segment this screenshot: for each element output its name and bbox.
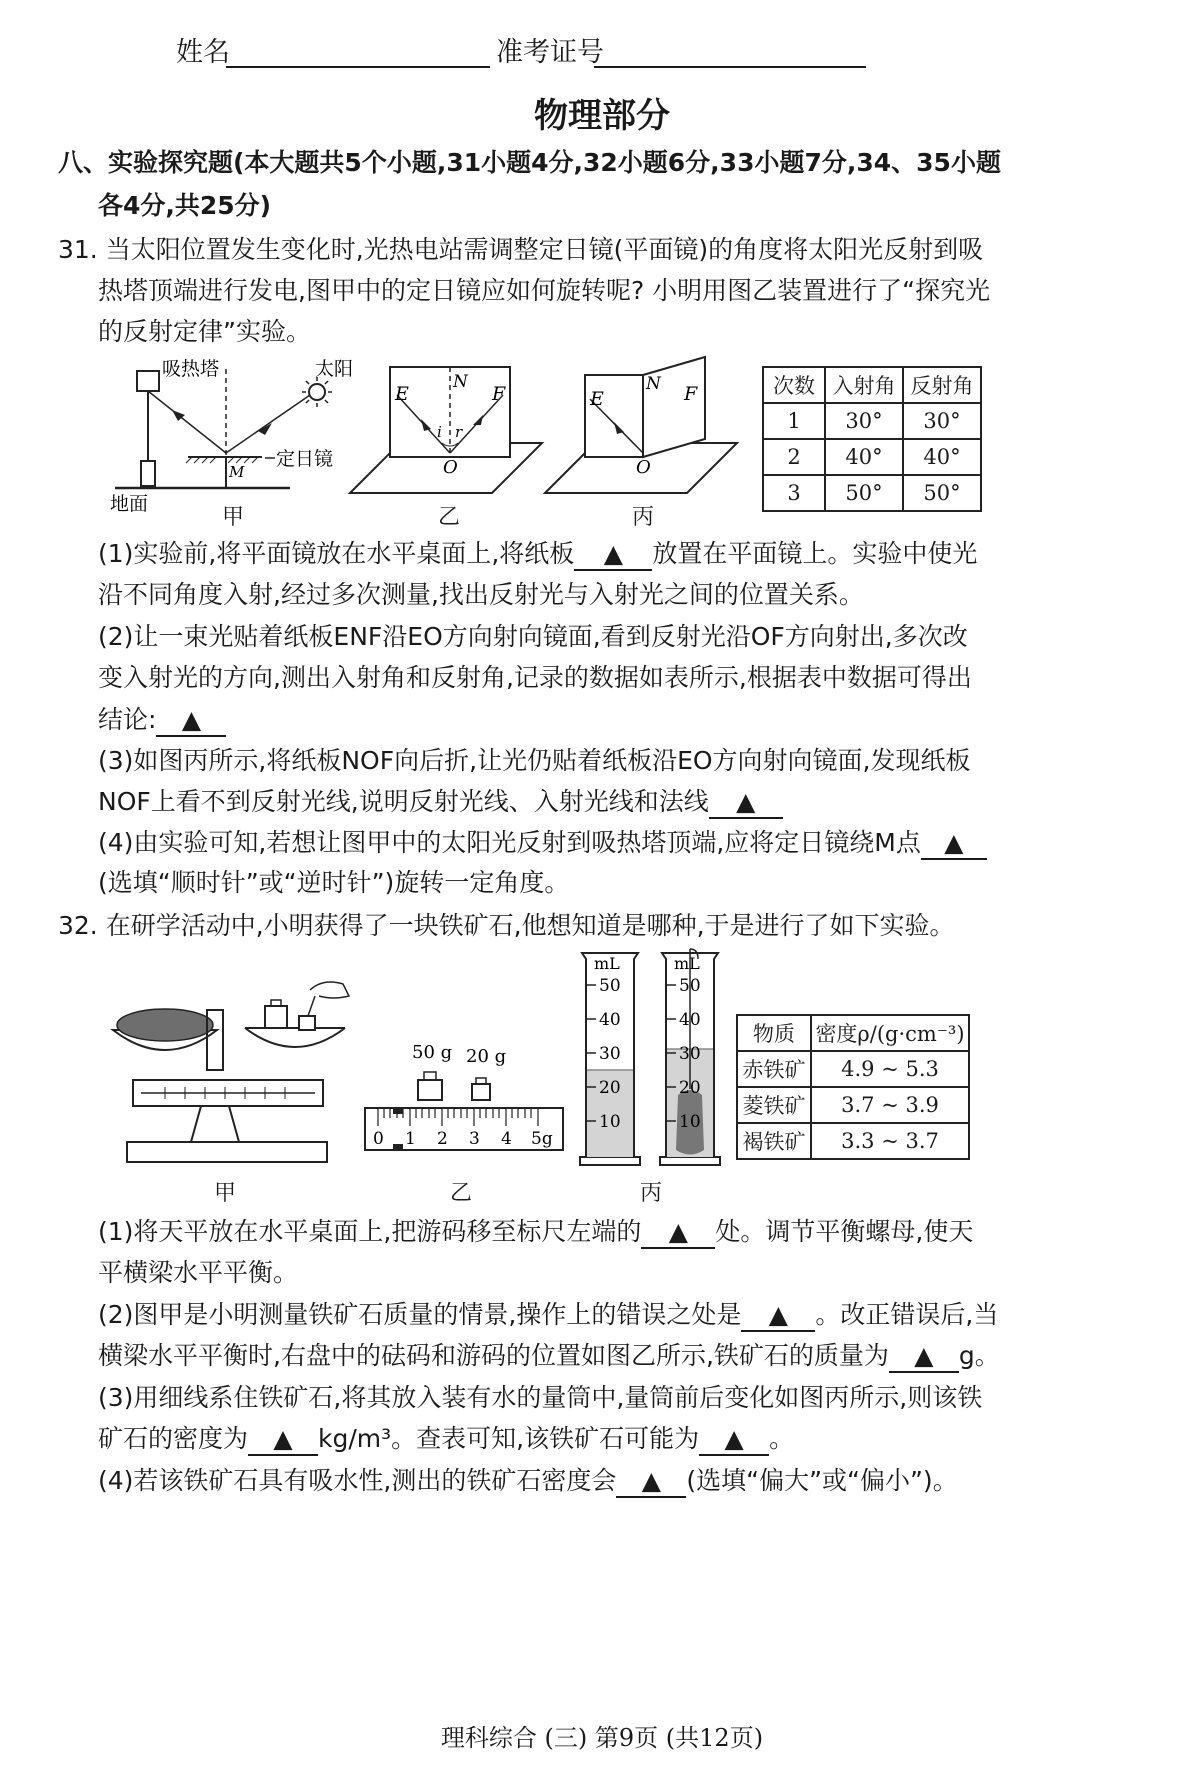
q32-part4	[98, 1458, 958, 1504]
q32-part3-end: 。	[769, 1424, 795, 1453]
figure-weights-ruler	[360, 1040, 570, 1160]
id-label: 准考证号	[496, 37, 604, 68]
table-header-row	[737, 1015, 969, 1051]
table-header: 物质	[737, 1015, 811, 1051]
q31-part2-text: 结论:	[98, 705, 157, 734]
figure-reflection-folded	[540, 355, 740, 505]
id-field[interactable]	[594, 66, 866, 68]
q31-part1-cont: 沿不同角度入射,经过多次测量,找出反射光与入射光之间的位置关系。	[98, 580, 864, 609]
table-row	[737, 1087, 969, 1123]
table-cell: 褐铁矿	[737, 1123, 811, 1159]
q32-part2-text3: 横梁水平平衡时,右盘中的砝码和游码的位置如图乙所示,铁矿石的质量为	[98, 1341, 889, 1370]
label-r: r	[455, 423, 463, 441]
q31-stem-1: 31. 当太阳位置发生变化时,光热电站需调整定日镜(平面镜)的角度将太阳光反射到吸	[58, 235, 984, 264]
cyl2-tick: 50	[679, 976, 701, 996]
table-cell: 2	[763, 439, 825, 475]
section-heading-cont: 各4分,共25分)	[98, 191, 272, 220]
ruler-tick-2: 2	[437, 1129, 448, 1149]
q32-part2-text2: 。改正错误后,当	[815, 1300, 999, 1329]
answer-blank[interactable]: ▲	[889, 1341, 959, 1373]
table-cell: 4.9 ~ 5.3	[811, 1051, 969, 1087]
label-N: N	[453, 372, 468, 392]
q32-part3-1: (3)用细线系住铁矿石,将其放入装有水的量筒中,量筒前后变化如图丙所示,则该铁	[98, 1383, 983, 1412]
cyl1-tick: 30	[599, 1044, 621, 1064]
caption-jia: 甲	[222, 505, 245, 530]
q32-part1-text: (1)将天平放在水平桌面上,把游码移至标尺左端的	[98, 1217, 642, 1246]
q31-part4-2: (选填“顺时针”或“逆时针”)旋转一定角度。	[98, 868, 570, 897]
table-header: 次数	[763, 367, 825, 403]
table-cell: 40°	[903, 439, 981, 475]
q31-part3-2	[98, 779, 783, 825]
ruler-tick-3: 3	[469, 1129, 480, 1149]
q32-part3-text: 矿石的密度为	[98, 1424, 249, 1453]
answer-blank[interactable]: ▲	[921, 828, 987, 860]
label-O2: O	[636, 457, 651, 478]
ruler-tick-0: 0	[373, 1129, 384, 1149]
table-cell: 赤铁矿	[737, 1051, 811, 1087]
q32-stem: 32. 在研学活动中,小明获得了一块铁矿石,他想知道是哪种,于是进行了如下实验。	[58, 911, 955, 940]
page-footer: 理科综合 (三) 第9页 (共12页)	[440, 1724, 764, 1752]
table-cell: 40°	[825, 439, 903, 475]
answer-blank[interactable]: ▲	[709, 787, 783, 819]
q31-part2-2: 变入射光的方向,测出入射角和反射角,记录的数据如表所示,根据表中数据可得出	[98, 663, 972, 692]
table-header: 反射角	[903, 367, 981, 403]
table-cell: 30°	[903, 403, 981, 439]
q32-part3-text2: kg/m³。查表可知,该铁矿石可能为	[318, 1424, 700, 1453]
table-cell: 30°	[825, 403, 903, 439]
q32-part2-text: (2)图甲是小明测量铁矿石质量的情景,操作上的错误之处是	[98, 1300, 742, 1329]
q31-part2-1: (2)让一束光贴着纸板ENF沿EO方向射向镜面,看到反射光沿OF方向射出,多次改	[98, 622, 968, 651]
table-cell: 3.3 ~ 3.7	[811, 1123, 969, 1159]
table-cell: 50°	[903, 475, 981, 511]
q32-part1-2: 平横梁水平平衡。	[98, 1258, 299, 1287]
name-field[interactable]	[226, 66, 490, 68]
table-header-row	[763, 367, 981, 403]
q32-part3-2	[98, 1416, 794, 1462]
figure-balance	[105, 970, 365, 1170]
label-ground: 地面	[110, 493, 149, 515]
weight-label-20g: 20 g	[466, 1046, 507, 1067]
label-O: O	[443, 457, 458, 478]
label-sun: 太阳	[315, 358, 354, 380]
cyl1-tick: 40	[599, 1010, 621, 1030]
cyl1-tick: 20	[599, 1078, 621, 1098]
figure-cylinders	[570, 945, 730, 1175]
density-table	[736, 1014, 970, 1160]
table-row	[737, 1051, 969, 1087]
label-F: F	[492, 383, 506, 405]
label-E2: E	[590, 388, 604, 410]
answer-blank[interactable]: ▲	[699, 1424, 769, 1456]
q32-part2-2	[98, 1333, 1000, 1379]
cyl2-unit: mL	[674, 954, 700, 973]
q31-stem-2: 热塔顶端进行发电,图甲中的定日镜应如何旋转呢? 小明用图乙装置进行了“探究光	[98, 276, 991, 305]
weight-label-50g: 50 g	[412, 1042, 453, 1063]
answer-blank[interactable]: ▲	[156, 705, 226, 737]
q32-part4-text2: (选填“偏大”或“偏小”)。	[686, 1466, 958, 1495]
cyl2-tick: 10	[679, 1112, 701, 1132]
answer-blank[interactable]: ▲	[641, 1217, 715, 1249]
table-cell: 菱铁矿	[737, 1087, 811, 1123]
q31-part1	[98, 531, 977, 577]
q32-part1-text2: 处。调节平衡螺母,使天	[715, 1217, 974, 1246]
name-label: 姓名	[176, 37, 230, 68]
q31-part4-text: (4)由实验可知,若想让图甲中的太阳光反射到吸热塔顶端,应将定日镜绕M点	[98, 828, 921, 857]
cyl1-tick: 50	[599, 976, 621, 996]
ruler-tick-4: 4	[501, 1129, 512, 1149]
cyl1-unit: mL	[594, 954, 620, 973]
cyl1-tick: 10	[599, 1112, 621, 1132]
table-cell: 50°	[825, 475, 903, 511]
q32-part2-unit: g。	[958, 1341, 1000, 1370]
table-row	[737, 1123, 969, 1159]
caption-q32-jia: 甲	[214, 1181, 237, 1206]
q31-part1-text2: 放置在平面镜上。实验中使光	[652, 539, 978, 568]
ruler-tick-5: 5g	[531, 1129, 553, 1149]
caption-q32-yi: 乙	[450, 1181, 473, 1206]
q31-stem-3: 的反射定律”实验。	[98, 317, 311, 346]
angle-table	[762, 366, 982, 512]
ruler-tick-1: 1	[405, 1129, 416, 1149]
answer-blank[interactable]: ▲	[616, 1466, 686, 1498]
answer-blank[interactable]: ▲	[248, 1424, 318, 1456]
section-heading: 八、实验探究题(本大题共5个小题,31小题4分,32小题6分,33小题7分,34、35小题	[58, 148, 1001, 177]
table-header: 密度ρ/(g·cm⁻³)	[811, 1015, 969, 1051]
table-header: 入射角	[825, 367, 903, 403]
answer-blank[interactable]: ▲	[741, 1300, 815, 1332]
caption-q32-bing: 丙	[640, 1181, 663, 1206]
caption-yi: 乙	[438, 505, 461, 530]
q32-part1-1	[98, 1209, 973, 1255]
answer-blank[interactable]: ▲	[574, 539, 652, 571]
table-row	[763, 439, 981, 475]
q32-part2-1	[98, 1292, 998, 1338]
label-i: i	[437, 423, 442, 441]
figure-reflection-flat	[345, 355, 545, 505]
label-F2: F	[684, 383, 698, 405]
q31-part3-1: (3)如图丙所示,将纸板NOF向后折,让光仍贴着纸板沿EO方向射向镜面,发现纸板	[98, 746, 971, 775]
q31-part1-text: (1)实验前,将平面镜放在水平桌面上,将纸板	[98, 539, 575, 568]
label-M: M	[229, 463, 245, 481]
label-E: E	[395, 383, 409, 405]
cyl2-tick: 40	[679, 1010, 701, 1030]
caption-bing: 丙	[632, 505, 655, 530]
table-row	[763, 403, 981, 439]
page-title: 物理部分	[534, 96, 670, 136]
label-mirror: 定日镜	[276, 448, 334, 470]
cyl2-tick: 20	[679, 1078, 701, 1098]
table-row	[763, 475, 981, 511]
table-cell: 1	[763, 403, 825, 439]
cyl2-tick: 30	[679, 1044, 701, 1064]
q31-part2-3	[98, 697, 226, 743]
q32-part4-text: (4)若该铁矿石具有吸水性,测出的铁矿石密度会	[98, 1466, 617, 1495]
table-cell: 3.7 ~ 3.9	[811, 1087, 969, 1123]
label-N2: N	[646, 374, 661, 394]
table-cell: 3	[763, 475, 825, 511]
label-tower: 吸热塔	[162, 358, 220, 380]
q31-part3-text: NOF上看不到反射光线,说明反射光线、入射光线和法线	[98, 787, 709, 816]
